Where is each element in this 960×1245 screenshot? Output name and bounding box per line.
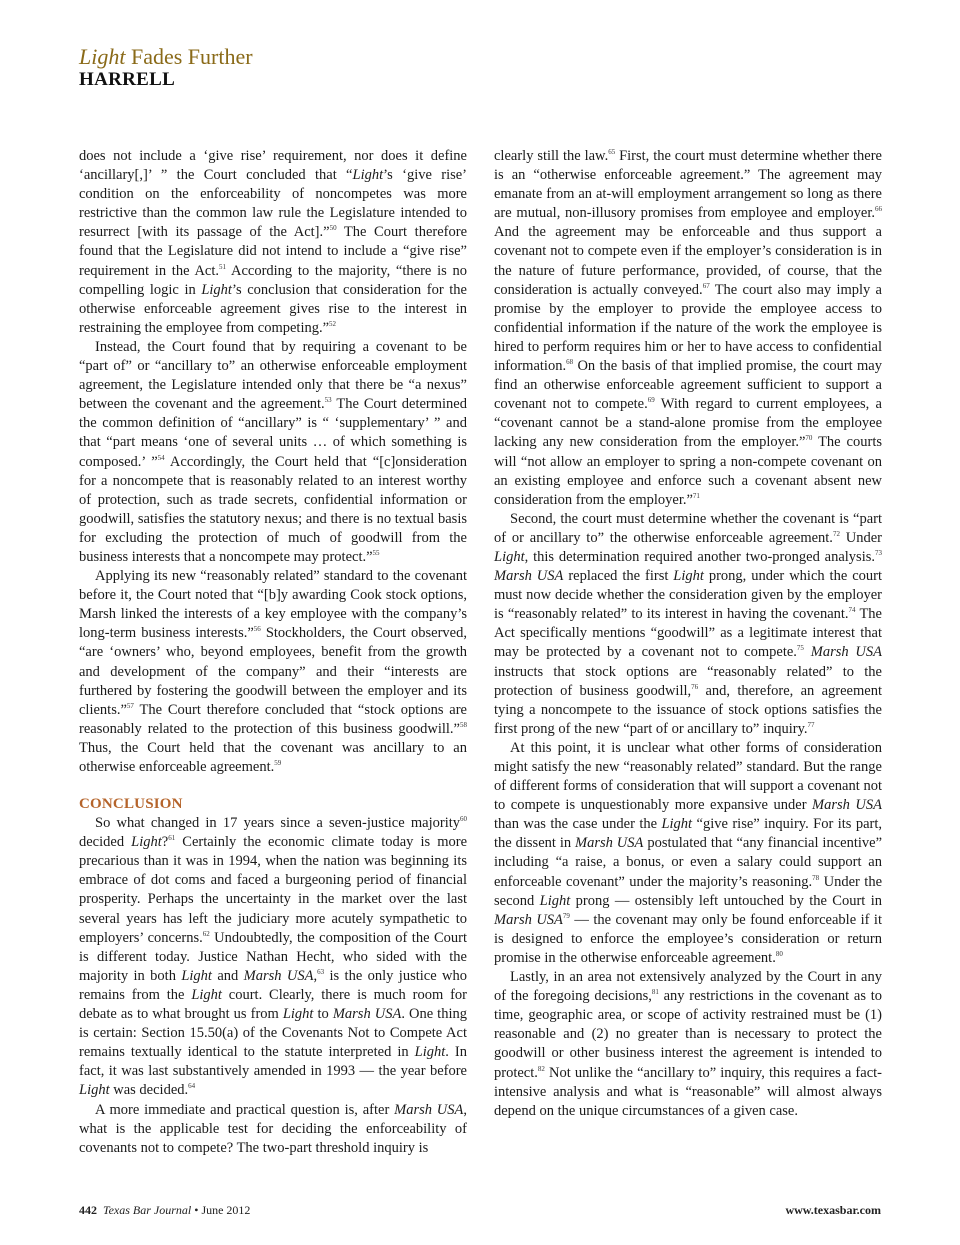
paragraph: So what changed in 17 years since a seven-justice majority$^{60}$ decided Light?$^{61}$ Certainly the economic climate today is more precarious than it was in 1994, when the nation was beginning its embrace of dot coms and faced a burgeoning period of financial prosperity. Perhaps the uncertainty in the market over the last several years has left the judiciary more acutely sympathetic to employers’ concerns.$^{62}$ Undoubtedly, the composition of the Court is different today. Justice Nathan Hecht, who sided with the majority in both Light and Marsh USA,$^{63}$ is the only justice who remains from the Light court. Clearly, there is much room for debate as to what brought us from Light to Marsh USA. One thing is certain: Section 15.50(a) of the Covenants Not to Compete Act remains textually identical to the statute interpreted in Light. In fact, it was last substantively amended in 1993 — the year before Light was decided.$^{64}$ [79, 815, 468, 1099]
issue-date: June 2012 [201, 1203, 251, 1217]
running-title-italic: Light [79, 44, 126, 69]
case-name: Light [673, 568, 704, 585]
case-name: Light [661, 816, 693, 833]
paragraph: Instead, the Court found that by requiring a covenant to be “part of” or “ancillary to” an otherwise enforceable employment agreement, the Legislature intended only that there be “a nexus” between the covenant and the agreement.$^{53}$ The Court determined the common definition of “ancillary” is “ ‘supplementary’ ” and that “part means ‘one of several units … of which something is composed.’ ”$^{54}$ Accordingly, the Court held that “[c]onsideration for a noncompete that is reasonably related to an interest worthy of protection, such as trade secrets, confidential information or goodwill, satisfies the statutory nexus; and there is no textual basis for excluding the protection of much of goodwill from the business interests that a noncompete may protect.”$^{55}$ [79, 338, 467, 565]
case-name: Light [282, 1006, 314, 1023]
paragraph: Second, the court must determine whether the covenant is “part of or ancillary to” the otherwise enforceable agreement.$^{72}$ Under Light, this determination required another two-pronged analysis.$^{73}$ Marsh USA replaced the first Light prong, under which the court must now decide whether the consideration given by the employer is “reasonably related” to its interest in having the covenant.$^{74}$ The Act specifically mentions “goodwill” as a legitimate interest that may be protected by a covenant not to compete.$^{75}$ Marsh USA instructs that stock options are “reasonably related” to the protection of business goodwill,$^{76}$ and, therefore, an agreement tying a noncompete to the issuance of stock options satisfies the first prong of the new “part of or ancillary to” inquiry.$^{77}$ [494, 510, 882, 737]
case-name: Marsh USA [394, 1101, 464, 1118]
case-name: Marsh USA [494, 568, 564, 585]
case-name: Light [131, 834, 162, 851]
author-name: HARRELL [79, 69, 176, 90]
footnote-ref: 70 [805, 434, 813, 443]
footnote-ref: 67 [702, 281, 710, 290]
footnote-ref: 74 [848, 606, 856, 615]
paragraph: does not include a ‘give rise’ requirement, nor does it define ‘ancillary[,]’ ” the Court concluded that “Light’s ‘give rise’ condition on the enforceability of noncompetes was more restrictive than the common law rule the Legislature intended to resurrect [with its passage of the Act].”$^{50}$ The Court therefore found that the Legislature did not intend to include a “give rise” requirement in the Act.$^{51}$ According to the majority, “there is no compelling logic in Light’s conclusion that consideration for the otherwise enforceable agreement gives rise to the interest in restraining the employee from competing.”$^{52}$ [79, 148, 468, 336]
left-column [79, 147, 467, 1158]
footnote-ref: 57 [126, 701, 134, 710]
footnote-ref: 54 [157, 453, 165, 462]
footnote-ref: 50 [329, 224, 337, 233]
case-name: Marsh USA [812, 797, 883, 814]
case-name: Light [414, 1044, 446, 1061]
footnote-ref: 78 [812, 873, 820, 882]
footnote-ref: 68 [566, 358, 574, 367]
footnote-ref: 58 [460, 720, 467, 729]
footnote-ref: 52 [329, 319, 337, 328]
footnote-ref: 69 [647, 396, 655, 405]
paragraph: Lastly, in an area not extensively analyzed by the Court in any of the foregoing decisions,$^{81}$ any restrictions in the covenant as to time, geographic area, or scope of activity restrained must be (1) reasonable and (2) no greater than is necessary to protect the goodwill or other business interest the agreement is intended to protect.$^{82}$ Not unlike the “ancillary to” inquiry, this requires a fact-intensive analysis and what is “reasonable” will almost always depend on the unique circumstances of a given case. [494, 969, 882, 1119]
footnote-ref: 62 [202, 929, 210, 938]
footnote-ref: 66 [875, 205, 882, 214]
case-name: Marsh USA [494, 911, 563, 928]
section-heading: CONCLUSION [79, 796, 183, 813]
footnote-ref: 65 [608, 148, 616, 156]
footnote-ref: 72 [832, 529, 840, 538]
right-column [494, 147, 882, 1121]
paragraph: Applying its new “reasonably related” standard to the covenant before it, the Court noted that “[b]y awarding Cook stock options, Marsh linked the interests of a key employee with the company’s long-term business interests.”$^{56}$ Stockholders, the Court observed, “are ‘owners’ who, beyond employees, benefit from the growth and development of the company” and their “interests are furthered by fostering the goodwill between the employer and its clients.”$^{57}$ The Court therefore concluded that “stock options are reasonably related to the protection of this business goodwill.”$^{58}$ Thus, the Court held that the covenant was ancillary to an otherwise enforceable agreement.$^{59}$ [79, 568, 467, 775]
footnote-ref: 59 [274, 759, 282, 767]
footer-left [79, 1202, 250, 1218]
footnote-ref: 82 [537, 1064, 545, 1073]
footnote-ref: 71 [692, 491, 700, 500]
page-footer [79, 1202, 881, 1218]
case-name: Marsh USA [243, 967, 314, 984]
case-name: Light [79, 1082, 110, 1099]
footnote-ref: 56 [253, 625, 261, 634]
paragraph: At this point, it is unclear what other forms of consideration might satisfy the new “reasonably related” standard. But the range of different forms of consideration that will support a covenant not to compete is unquestionably more expansive under Marsh USA than was the case under the Light “give rise” inquiry. For its part, the dissent in Marsh USA postulated that “any financial incentive” including “a raise, a bonus, or even a salary could support an enforceable covenant” under the majority’s reasoning.$^{78}$ Under the second Light prong — ostensibly left untouched by the Court in Marsh USA$^{79}$ — the covenant may only be found enforceable if it is designed to enforce the employee’s consideration or return promise in the otherwise enforceable agreement.$^{80}$ [494, 739, 883, 966]
footnote-ref: 80 [775, 949, 783, 958]
running-title [79, 45, 253, 69]
case-name: Light [181, 967, 212, 984]
footnote-ref: 64 [188, 1082, 196, 1091]
footnote-ref: 51 [219, 262, 227, 271]
footnote-ref: 55 [372, 548, 380, 557]
footnote-ref: 81 [651, 988, 659, 997]
case-name: Light [494, 548, 525, 565]
footnote-ref: 77 [807, 720, 815, 729]
footnote-ref: 60 [460, 815, 467, 824]
case-name: Marsh USA [332, 1006, 402, 1023]
article-header [79, 45, 253, 90]
website-link[interactable]: www.texasbar.com [785, 1203, 881, 1217]
case-name: Light [539, 892, 571, 909]
running-title-rest: Fades Further [125, 44, 253, 69]
footer-separator: • [194, 1203, 199, 1217]
footnote-ref: 73 [875, 548, 882, 557]
footnote-ref: 53 [324, 396, 332, 405]
page-number: 442 [79, 1203, 97, 1217]
paragraph: A more immediate and practical question is, after Marsh USA, what is the applicable test for deciding the enforceability of covenants not to compete? The two-part threshold inquiry is [79, 1101, 468, 1156]
case-name: Light [191, 986, 222, 1003]
footnote-ref: 63 [317, 967, 325, 976]
case-name: Light [352, 167, 384, 184]
case-name: Marsh USA [575, 835, 644, 852]
case-name: Light [201, 281, 232, 298]
footnote-ref: 75 [796, 644, 804, 653]
footnote-ref: 61 [168, 834, 176, 843]
paragraph: clearly still the law.$^{65}$ First, the court must determine whether there is an “otherwise enforceable agreement.” The agreement may emanate from an at-will employment arrangement so long as there are mutual, non-illusory promises from employee and employer.$^{66}$ And the agreement may be enforceable and thus support a covenant not to compete even if the employer’s consideration is in the nature of future performance, provided, of course, that the consideration is actually conveyed.$^{67}$ The court also may imply a promise by the employer to provide the employee access to confidential information if the nature of the work the employee is hired to perform requires him or her to have access to confidential information.$^{68}$ On the basis of that implied promise, the court may find an otherwise enforceable agreement sufficient to support a covenant not to compete.$^{69}$ With regard to current employees, a “covenant cannot be a stand-alone promise from the employee lacking any new consideration from the employer.”$^{70}$ The courts will “not allow an employer to spring a non-compete covenant on an existing employee and enforce such a covenant absent new consideration from the employer.”$^{71}$ [494, 148, 882, 508]
footnote-ref: 76 [691, 682, 699, 691]
case-name: Marsh USA [810, 644, 882, 661]
journal-name: Texas Bar Journal [103, 1203, 192, 1217]
footnote-ref: 79 [562, 911, 570, 920]
